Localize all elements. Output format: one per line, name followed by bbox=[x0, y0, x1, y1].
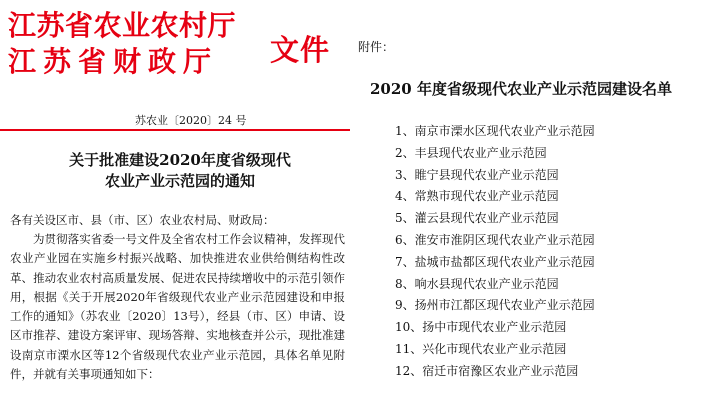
body-paragraph: 为贯彻落实省委一号文件及全省农村工作会议精神，发挥现代农业产业园在实施乡村振兴战略、加快推进农业供给侧结构性改革、推动农业农村高质量发展、促进农民持续增收中的示范引领作用，根据《关于开展2020年省级现代农业产业示范园建设和申报工作的通知》（苏农业〔2020〕13号），经县（市、区）申请、设区市推荐、建设方案评审、现场答辩、实地核查并公示，现批准建设南京市溧水区等12个省级现代农业产业示范园，具体名单见附件，并就有关事项通知如下： bbox=[10, 232, 345, 382]
list-item bbox=[395, 361, 595, 383]
park-list bbox=[395, 121, 595, 383]
list-item bbox=[395, 317, 595, 339]
item-number: 8、 bbox=[395, 276, 415, 291]
issuer-line-1: 江苏省农业农村厅 bbox=[8, 9, 237, 42]
item-name: 睢宁县现代农业产业示范园 bbox=[414, 167, 559, 182]
item-name: 宿迁市宿豫区农业产业示范园 bbox=[422, 363, 579, 378]
attachment-label: 附件： bbox=[358, 40, 395, 54]
item-number: 6、 bbox=[395, 232, 415, 247]
item-name: 丰县现代农业产业示范园 bbox=[414, 145, 547, 160]
issuer-line-2: 江苏省财政厅 bbox=[8, 45, 219, 78]
item-number: 7、 bbox=[395, 254, 415, 269]
list-item bbox=[395, 121, 595, 143]
list-item bbox=[395, 339, 595, 361]
item-name: 扬中市现代农业产业示范园 bbox=[422, 320, 567, 335]
attachment-page bbox=[352, 0, 707, 401]
list-item bbox=[395, 252, 595, 274]
document-number: 苏农业〔2020〕24 号 bbox=[135, 114, 247, 127]
item-number: 2、 bbox=[395, 145, 415, 160]
list-item bbox=[395, 186, 595, 208]
item-name: 响水县现代农业产业示范园 bbox=[414, 276, 559, 291]
item-number: 9、 bbox=[395, 298, 415, 313]
list-item bbox=[395, 274, 595, 296]
item-number: 12、 bbox=[395, 363, 423, 378]
salutation: 各有关设区市、县（市、区）农业农村局、财政局： bbox=[10, 213, 275, 227]
item-name: 盐城市盐都区现代农业产业示范园 bbox=[414, 254, 595, 269]
list-item bbox=[395, 295, 595, 317]
item-name: 南京市溧水区现代农业产业示范园 bbox=[414, 124, 595, 138]
notice-title-line-2: 农业产业示范园的通知 bbox=[104, 172, 255, 190]
document-type-label: 文件 bbox=[270, 33, 331, 67]
item-name: 淮安市淮阴区现代农业产业示范园 bbox=[414, 232, 595, 247]
item-name: 常熟市现代农业产业示范园 bbox=[414, 189, 559, 204]
item-number: 10、 bbox=[395, 320, 423, 335]
list-item bbox=[395, 165, 595, 187]
item-number: 1、 bbox=[395, 124, 415, 138]
list-item bbox=[395, 143, 595, 165]
list-item bbox=[395, 208, 595, 230]
red-divider bbox=[0, 129, 350, 131]
item-name: 灌云县现代农业产业示范园 bbox=[414, 211, 559, 226]
attachment-title: 2020 年度省级现代农业产业示范园建设名单 bbox=[370, 80, 672, 98]
item-number: 4、 bbox=[395, 189, 415, 204]
list-item bbox=[395, 230, 595, 252]
item-name: 兴化市现代农业产业示范园 bbox=[422, 341, 567, 356]
notice-page bbox=[0, 0, 350, 401]
item-number: 11、 bbox=[395, 341, 423, 356]
item-number: 3、 bbox=[395, 167, 415, 182]
item-name: 扬州市江都区现代农业产业示范园 bbox=[414, 298, 595, 313]
item-number: 5、 bbox=[395, 211, 415, 226]
notice-title-line-1: 关于批准建设2020年度省级现代 bbox=[69, 151, 291, 169]
notice-body bbox=[10, 230, 345, 384]
